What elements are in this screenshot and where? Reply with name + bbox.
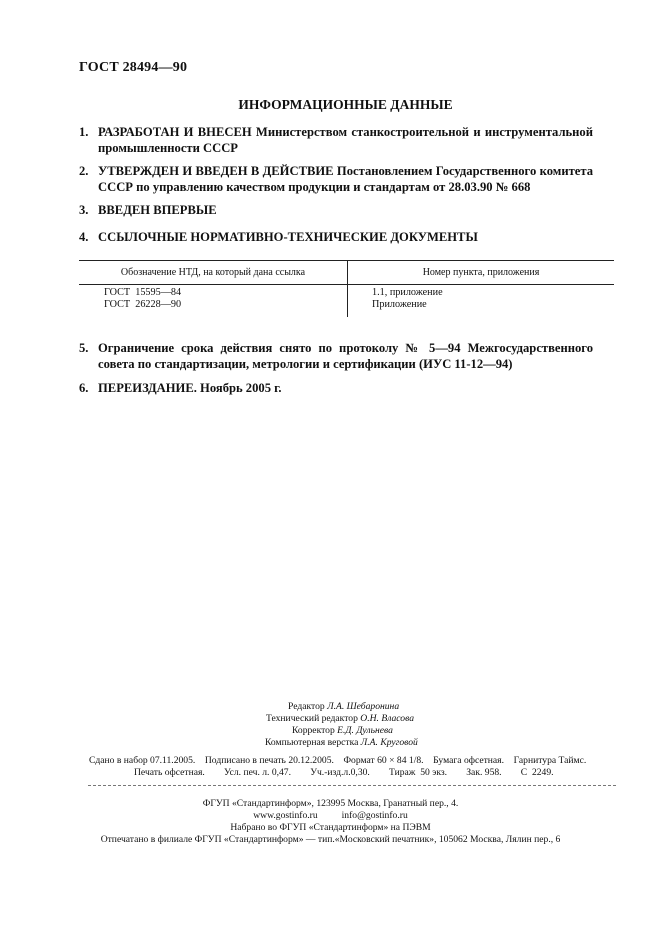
credit-name: Е.Д. Дульнева [337,725,393,736]
item-number: 2. [79,164,89,178]
credit-editor [288,701,399,713]
list-item [79,380,593,396]
column-header-designation: Обозначение НТД, на который дана ссылка [79,261,348,285]
item-lead: ССЫЛОЧНЫЕ НОРМАТИВНО-ТЕХНИЧЕСКИЕ ДОКУМЕНТЫ [98,230,478,244]
column-header-clause: Номер пункта, приложения [348,261,615,285]
table-header-row [79,261,614,285]
credit-tech-editor [266,713,414,725]
divider [88,785,616,786]
credit-name: О.Н. Власова [360,713,415,724]
item-lead: ВВЕДЕН ВПЕРВЫЕ [98,203,217,217]
list-item [79,202,593,218]
table-row [79,285,614,318]
references-table [79,260,614,317]
item-number: 4. [79,230,89,244]
imprint-line-2: Печать офсетная. Усл. печ. л. 0,47. Уч.-изд.л.0,30. Тираж 50 экз. Зак. 958. С 2249. [134,767,554,778]
ref-designation: ГОСТ 26228—90 [104,298,182,310]
imprint-line-1: Сдано в набор 07.11.2005. Подписано в печать 20.12.2005. Формат 60 × 84 1/8. Бумага офсетная. Гарнитура Таймс. [89,755,587,766]
ref-clause: Приложение [372,298,427,310]
item-number: 1. [79,125,89,139]
list-item [79,340,593,372]
item-text: Ограничение срока действия снято по протоколу № 5—94 Межгосударственного совета по стандартизации, метрологии и сертификации (ИУС 11-12—94) [98,341,593,371]
clause-cell [348,285,615,318]
list-item [79,124,593,156]
item-number: 6. [79,381,89,395]
credit-proofreader [292,725,393,737]
credit-role: Технический редактор [266,713,358,724]
list-item [79,163,593,195]
item-number: 5. [79,341,89,355]
ref-clause: 1.1, приложение [372,287,443,298]
page-title: ИНФОРМАЦИОННЫЕ ДАННЫЕ [238,97,453,112]
item-text: Постановлением Государственного комитета СССР по управлению качеством продукции и стандартам от 28.03.90 № 668 [98,164,593,194]
publisher-line-4: Отпечатано в филиале ФГУП «Стандартинформ» — тип.«Московский печатник», 105062 Москва, Лялин пер., 6 [100,834,561,845]
designation-cell [79,285,348,318]
item-text: Министерством станкостроительной и инструментальной промышленности СССР [98,125,593,155]
credit-name: Л.А. Шебаронина [327,701,400,712]
credit-name: Л.А. Круговой [360,737,418,748]
credit-layout [265,737,418,749]
document-code: ГОСТ 28494—90 [79,60,188,75]
item-text: Ноябрь 2005 г. [196,381,282,395]
publisher-contacts: www.gostinfo.ru info@gostinfo.ru [253,810,408,821]
item-number: 3. [79,203,89,217]
item-lead: УТВЕРЖДЕН И ВВЕДЕН В ДЕЙСТВИЕ [98,164,334,178]
ref-designation: ГОСТ 15595—84 [104,287,182,298]
item-lead: РАЗРАБОТАН И ВНЕСЕН [98,125,252,139]
credit-role: Корректор [292,725,335,736]
publisher-line-3: Набрано во ФГУП «Стандартинформ» на ПЭВМ [230,822,431,833]
credit-role: Редактор [288,701,325,712]
credit-role: Компьютерная верстка [265,737,359,748]
publisher-line-1: ФГУП «Стандартинформ», 123995 Москва, Гранатный пер., 4. [202,798,459,809]
item-lead: ПЕРЕИЗДАНИЕ. [98,381,197,395]
list-item [79,229,593,245]
